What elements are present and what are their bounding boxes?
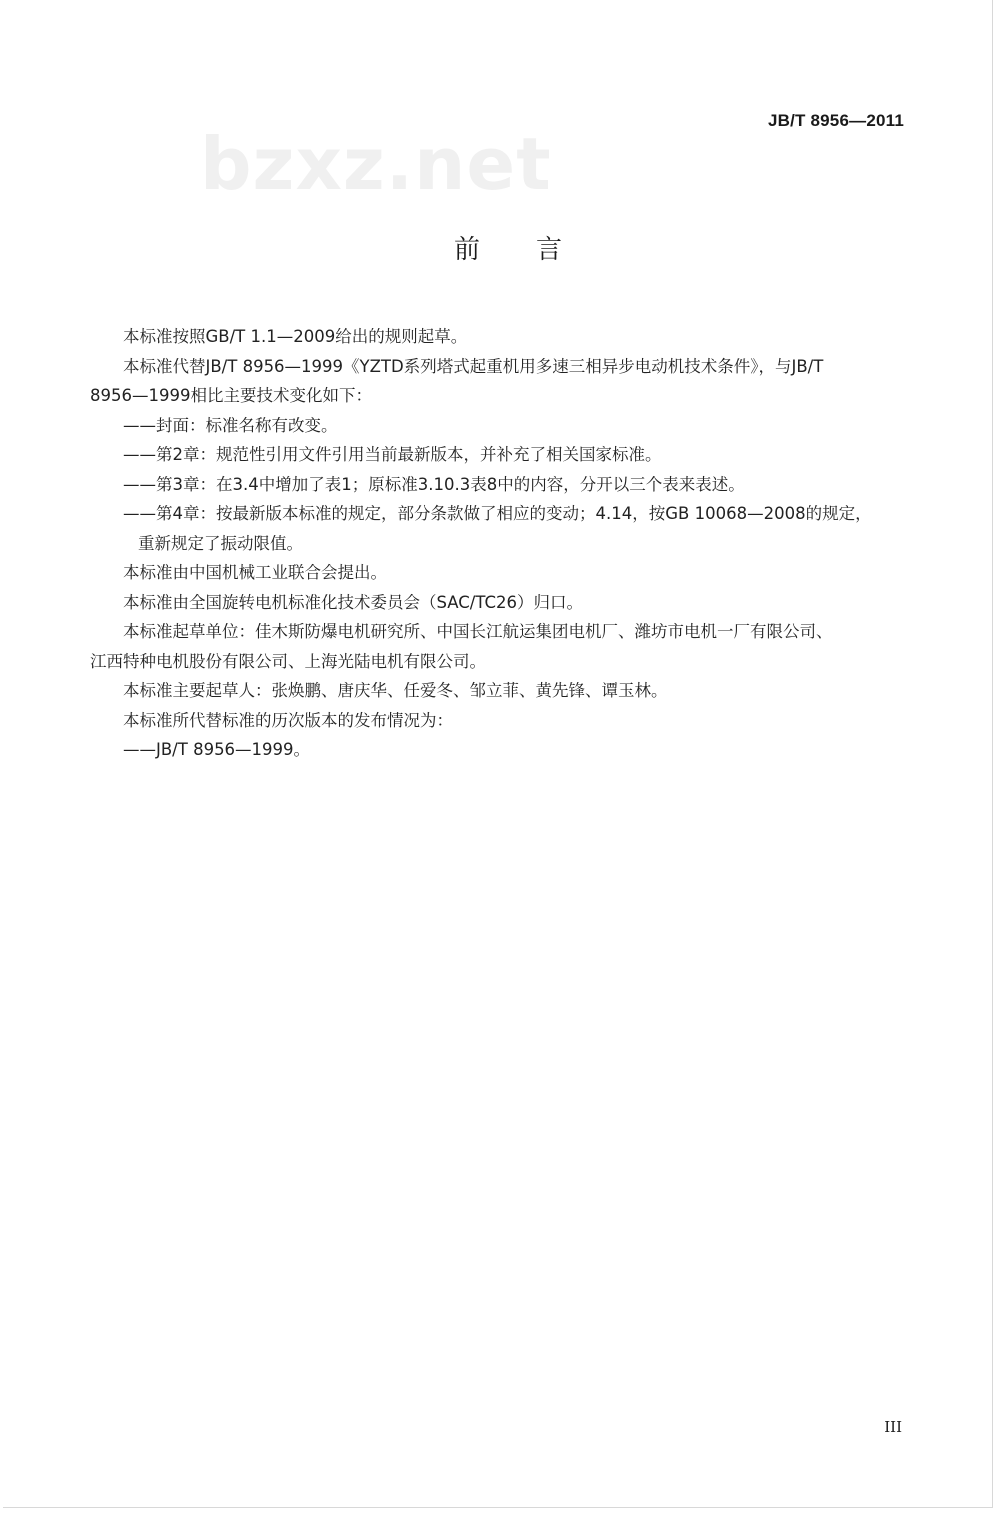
list-item-chapter2: ——第2章：规范性引用文件引用当前最新版本，并补充了相关国家标准。 <box>123 445 662 464</box>
paragraph-history: 本标准所代替标准的历次版本的发布情况为： <box>123 710 453 730</box>
paragraph-drafting-rules: 本标准按照GB/T 1.1—2009给出的规则起草。 <box>123 327 468 346</box>
page-number: III <box>884 1418 902 1436</box>
standard-code: JB/T 8956—2011 <box>767 111 904 130</box>
page-title: 前言 <box>453 235 618 265</box>
list-item-previous-edition: ——JB/T 8956—1999。 <box>123 740 311 759</box>
list-item-chapter3: ——第3章：在3.4中增加了表1；原标准3.10.3表8中的内容，分开以三个表来表述。 <box>123 474 745 494</box>
watermark: bzxz.net <box>200 122 552 206</box>
paragraph-proposed-by: 本标准由中国机械工业联合会提出。 <box>123 563 387 582</box>
paragraph-replaces-line1: 本标准代替JB/T 8956—1999《YZTD系列塔式起重机用多速三相异步电动机技术条件》，与JB/T <box>123 356 824 376</box>
list-item-cover: ——封面：标准名称有改变。 <box>123 415 338 435</box>
paragraph-replaces-line2: 8956—1999相比主要技术变化如下： <box>90 386 372 405</box>
paragraph-drafting-units-line1: 本标准起草单位：佳木斯防爆电机研究所、中国长江航运集团电机厂、潍坊市电机一厂有限公司、 <box>123 622 833 641</box>
list-item-chapter4-line2: 重新规定了振动限值。 <box>138 533 303 553</box>
paragraph-drafting-units-line2: 江西特种电机股份有限公司、上海光陆电机有限公司。 <box>90 651 486 671</box>
paragraph-drafters: 本标准主要起草人：张焕鹏、唐庆华、任爱冬、邹立菲、黄先锋、谭玉林。 <box>123 681 668 700</box>
list-item-chapter4-line1: ——第4章：按最新版本标准的规定，部分条款做了相应的变动；4.14，按GB 10068—2008的规定， <box>123 504 872 523</box>
foreword-body <box>90 322 908 765</box>
paragraph-centralized-by: 本标准由全国旋转电机标准化技术委员会（SAC/TC26）归口。 <box>123 592 583 612</box>
